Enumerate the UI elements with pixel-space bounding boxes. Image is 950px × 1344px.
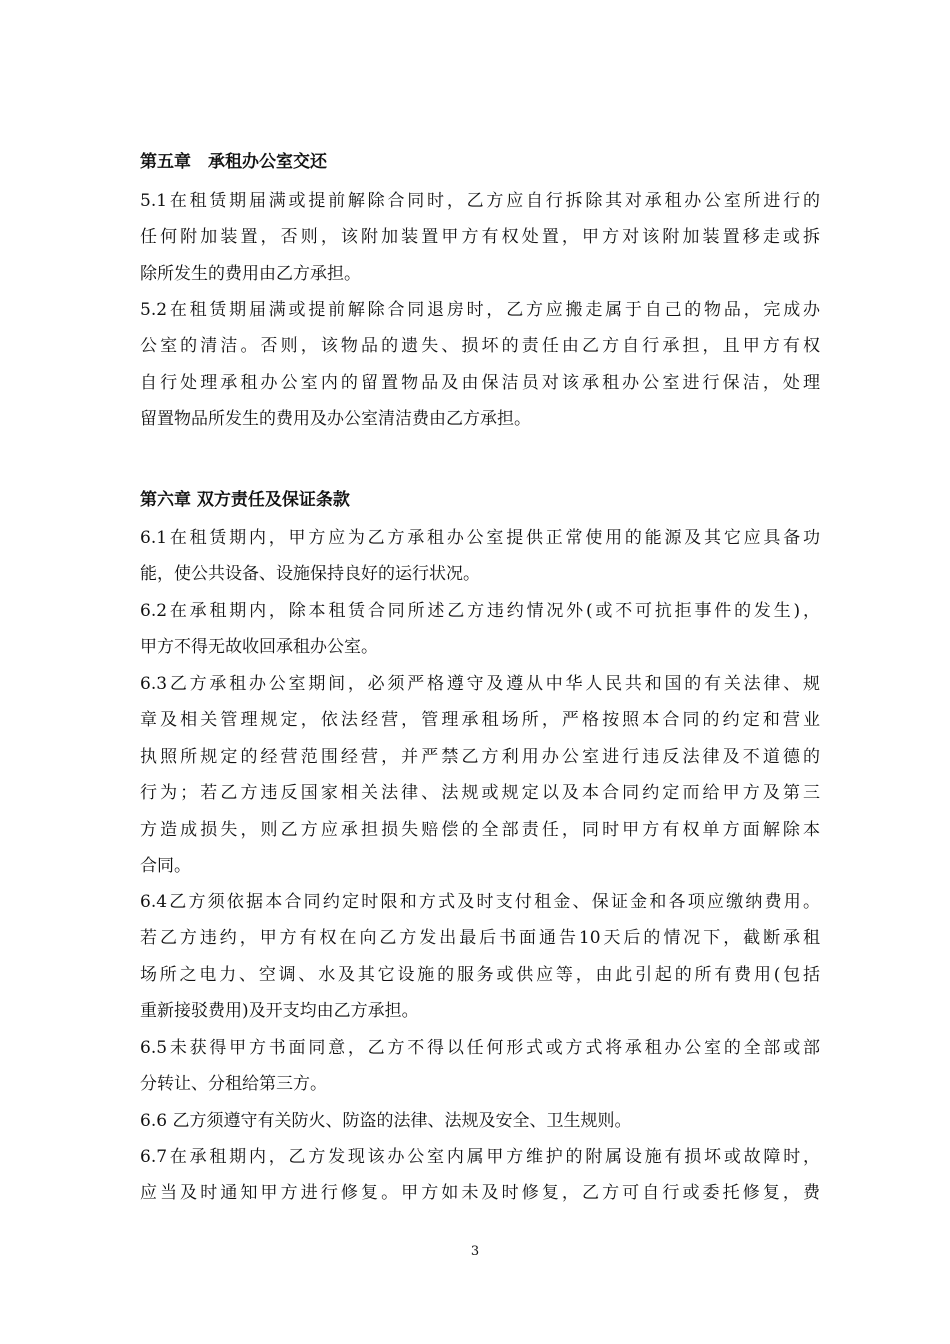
text-line: 执照所规定的经营范围经营，并严禁乙方利用办公室进行违反法律及不道德的	[140, 746, 820, 767]
page-number: 3	[470, 1244, 480, 1259]
text-line: 章及相关管理规定，依法经营，管理承租场所，严格按照本合同的约定和营业	[140, 710, 820, 731]
text-line: 6.6 乙方须遵守有关防火、防盗的法律、法规及安全、卫生规则。	[140, 1111, 632, 1131]
clause-6-6	[140, 1103, 820, 1139]
chapter-5-heading: 第五章 承租办公室交还	[140, 152, 327, 172]
text-line: 任何附加装置，否则，该附加装置甲方有权处置，甲方对该附加装置移走或拆	[140, 227, 820, 248]
text-line: 分转让、分租给第三方。	[140, 1074, 327, 1095]
text-line: 应当及时通知甲方进行修复。甲方如未及时修复，乙方可自行或委托修复，费	[140, 1183, 820, 1204]
text-line: 场所之电力、空调、水及其它设施的服务或供应等，由此引起的所有费用(包括	[140, 964, 820, 985]
text-line: 5.2在租赁期届满或提前解除合同退房时，乙方应搬走属于自己的物品，完成办	[140, 300, 820, 320]
text-line: 自行处理承租办公室内的留置物品及由保洁员对该承租办公室进行保洁，处理	[140, 372, 820, 393]
text-line: 甲方不得无故收回承租办公室。	[140, 637, 378, 658]
text-line: 6.3乙方承租办公室期间，必须严格遵守及遵从中华人民共和国的有关法律、规	[140, 674, 820, 694]
text-line: 能，使公共设备、设施保持良好的运行状况。	[140, 564, 480, 585]
clause-6-3	[140, 666, 820, 884]
clause-6-4	[140, 884, 820, 1030]
text-line: 6.4乙方须依据本合同约定时限和方式及时支付租金、保证金和各项应缴纳费用。	[140, 892, 820, 912]
text-line: 方造成损失，则乙方应承担损失赔偿的全部责任，同时甲方有权单方面解除本	[140, 819, 820, 840]
clause-6-2	[140, 593, 820, 666]
text-line: 5.1在租赁期届满或提前解除合同时，乙方应自行拆除其对承租办公室所进行的	[140, 191, 820, 211]
text-line: 6.2在承租期内，除本租赁合同所述乙方违约情况外(或不可抗拒事件的发生)，	[140, 601, 820, 621]
text-line: 若乙方违约，甲方有权在向乙方发出最后书面通告10天后的情况下，截断承租	[140, 928, 820, 949]
clause-5-2	[140, 292, 820, 438]
clause-5-1	[140, 183, 820, 292]
text-line: 公室的清洁。否则，该物品的遗失、损坏的责任由乙方自行承担，且甲方有权	[140, 336, 820, 357]
clause-6-1	[140, 520, 820, 593]
text-line: 重新接驳费用)及开支均由乙方承担。	[140, 1001, 419, 1022]
clause-6-7	[140, 1139, 820, 1212]
text-line: 6.5未获得甲方书面同意，乙方不得以任何形式或方式将承租办公室的全部或部	[140, 1038, 820, 1058]
text-line: 6.1在租赁期内，甲方应为乙方承租办公室提供正常使用的能源及其它应具备功	[140, 528, 820, 548]
text-line: 行为；若乙方违反国家相关法律、法规或规定以及本合同约定而给甲方及第三	[140, 783, 820, 804]
text-line: 6.7在承租期内，乙方发现该办公室内属甲方维护的附属设施有损坏或故障时，	[140, 1147, 820, 1167]
text-line: 留置物品所发生的费用及办公室清洁费由乙方承担。	[140, 409, 531, 430]
clause-6-5	[140, 1030, 820, 1103]
text-line: 合同。	[140, 855, 191, 876]
chapter-6-heading: 第六章 双方责任及保证条款	[140, 490, 350, 510]
text-line: 除所发生的费用由乙方承担。	[140, 263, 361, 284]
